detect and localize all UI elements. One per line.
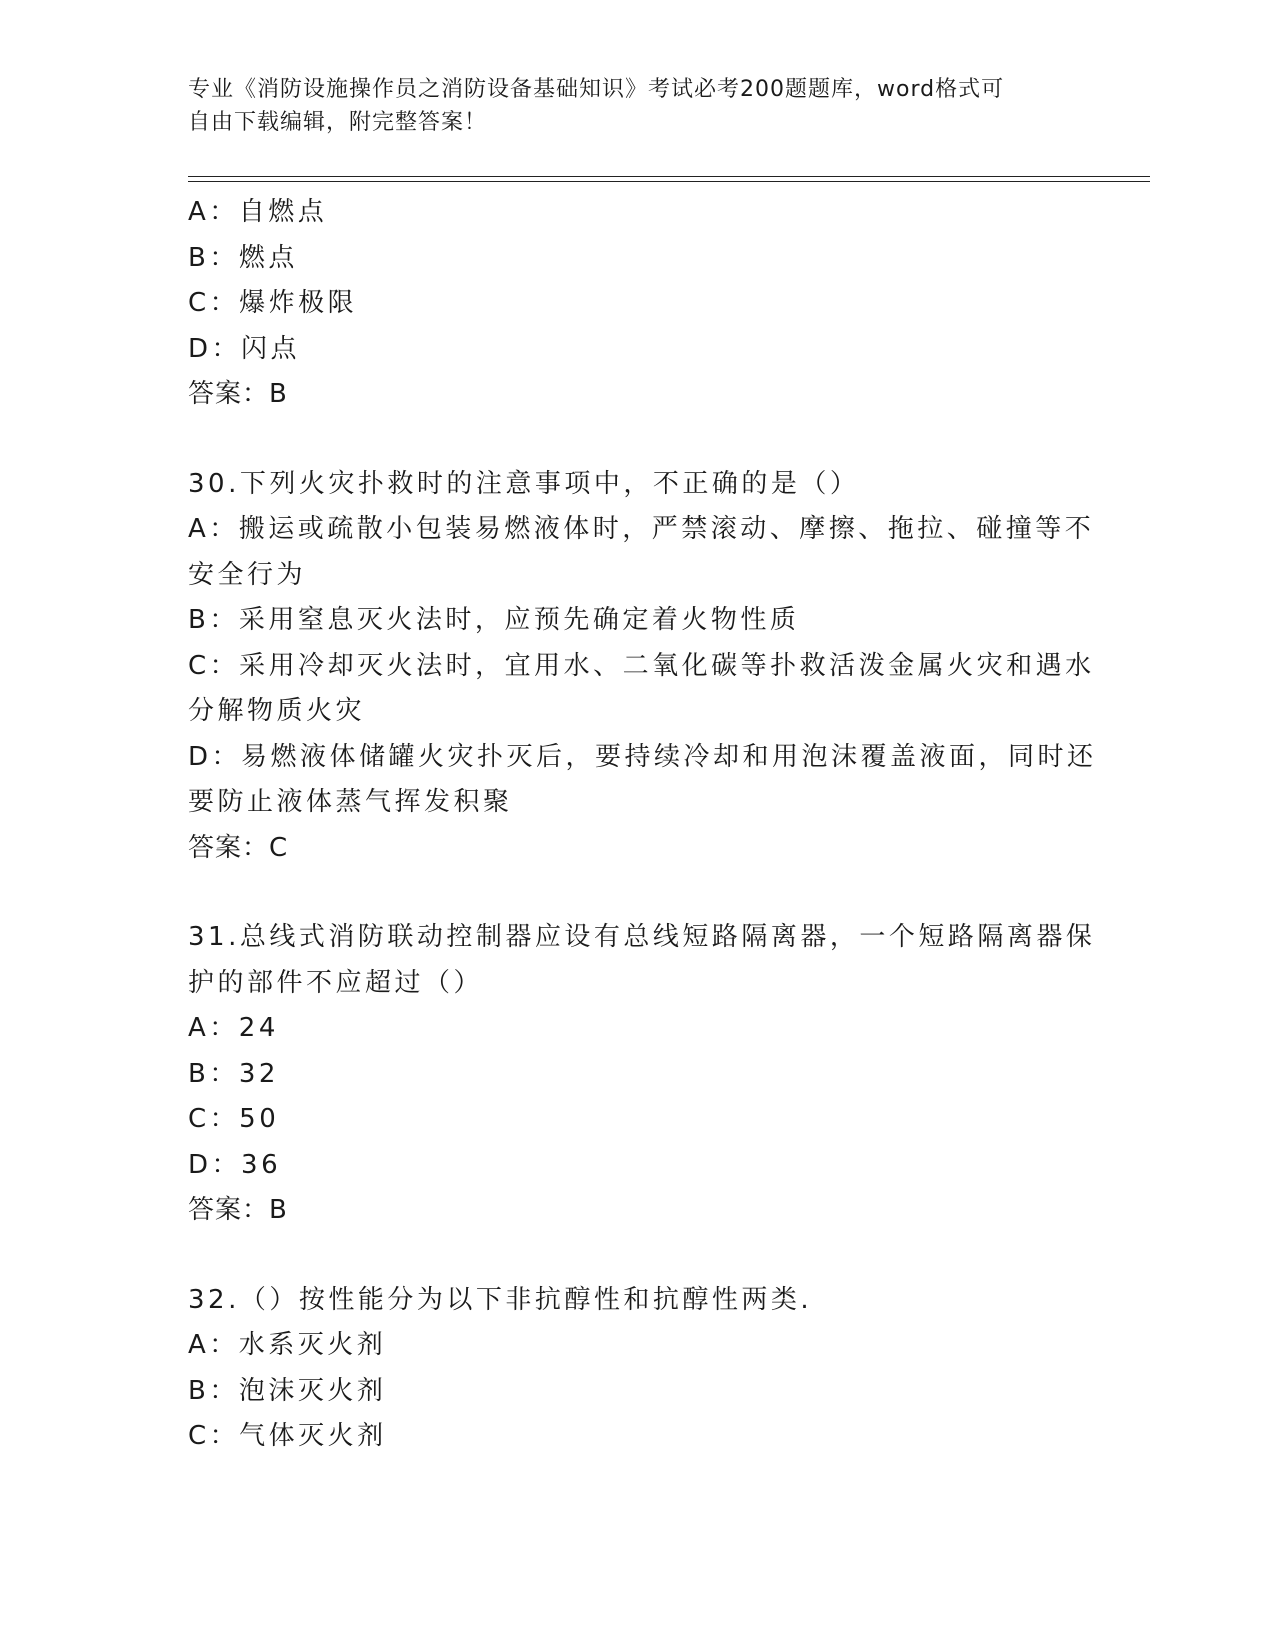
q30-option-d-line-2: 要防止液体蒸气挥发积聚 bbox=[188, 787, 513, 817]
q30-option-c-line-2: 分解物质火灾 bbox=[188, 696, 366, 726]
q31-question-line-1: 31.总线式消防联动控制器应设有总线短路隔离器，一个短路隔离器保 bbox=[188, 922, 1096, 952]
q30-option-d-line-1: D：易燃液体储罐火灾扑灭后，要持续冷却和用泡沫覆盖液面，同时还 bbox=[188, 741, 1097, 772]
header-divider-bottom bbox=[188, 181, 1150, 182]
q30-option-a-line-2: 安全行为 bbox=[188, 559, 307, 590]
page-header bbox=[188, 73, 1068, 139]
q30-option-b: B：采用窒息灭火法时，应预先确定着火物性质 bbox=[188, 605, 800, 635]
q32-option-a: A：水系灭火剂 bbox=[188, 1330, 387, 1360]
q30-question: 30.下列火灾扑救时的注意事项中，不正确的是（） bbox=[188, 468, 860, 499]
q31-option-a: A：24 bbox=[188, 1013, 279, 1043]
q31-option-d: D：36 bbox=[188, 1149, 282, 1180]
question-29-block bbox=[188, 190, 1088, 418]
q30-option-c-line-1: C：采用冷却灭火法时，宜用水、二氧化碳等扑救活泼金属火灾和遇水 bbox=[188, 650, 1095, 681]
spacer bbox=[188, 871, 1088, 915]
q31-question-line-2: 护的部件不应超过（） bbox=[188, 967, 484, 998]
q32-option-b: B：泡沫灭火剂 bbox=[188, 1375, 387, 1406]
q29-option-c: C：爆炸极限 bbox=[188, 288, 358, 318]
question-30-block bbox=[188, 462, 1097, 872]
question-32-block bbox=[188, 1278, 1088, 1460]
question-list bbox=[188, 190, 1097, 1460]
q31-answer: 答案：B bbox=[188, 1195, 288, 1225]
question-31-block bbox=[188, 915, 1096, 1234]
header-title-line-1: 专业《消防设施操作员之消防设备基础知识》考试必考200题题库，word格式可 bbox=[188, 77, 1005, 102]
q32-option-c: C：气体灭火剂 bbox=[188, 1421, 387, 1451]
q29-option-a: A：自燃点 bbox=[188, 197, 328, 227]
spacer bbox=[188, 418, 1088, 462]
spacer bbox=[188, 1234, 1088, 1278]
q32-question: 32.（）按性能分为以下非抗醇性和抗醇性两类. bbox=[188, 1284, 813, 1315]
q29-option-d: D：闪点 bbox=[188, 333, 301, 364]
q30-option-a-line-1: A：搬运或疏散小包装易燃液体时，严禁滚动、摩擦、拖拉、碰撞等不 bbox=[188, 514, 1095, 544]
q29-option-b: B：燃点 bbox=[188, 242, 298, 273]
q31-option-c: C：50 bbox=[188, 1104, 280, 1134]
q29-answer: 答案：B bbox=[188, 379, 288, 409]
q30-answer: 答案：C bbox=[188, 832, 289, 863]
header-divider-top bbox=[188, 176, 1150, 177]
header-title-line-2: 自由下载编辑，附完整答案！ bbox=[188, 110, 488, 135]
q31-option-b: B：32 bbox=[188, 1058, 279, 1089]
